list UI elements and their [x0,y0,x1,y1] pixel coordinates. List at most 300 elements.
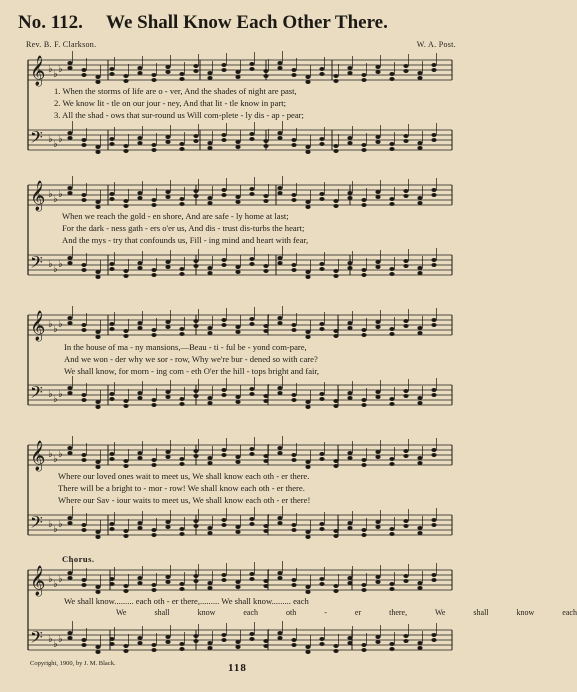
note-head [123,584,128,588]
flat-icon: ♭ [48,189,53,200]
note-head [403,69,408,73]
note-head [431,68,436,72]
lyric-line: And the mys - try that confounds us, Fill - ing mind and heart with fear, [62,235,309,245]
note-head [417,646,422,650]
flat-icon: ♭ [58,449,63,460]
note-head [333,79,338,83]
note-head [389,397,394,401]
note-head [81,198,86,202]
note-head [263,394,268,398]
note-head [95,650,100,654]
note-head [109,142,114,146]
note-head [347,136,352,140]
chorus-lyric-upper: We shall know......... each oth - er there,......... We shall know......... each [64,596,309,606]
note-head [95,275,100,279]
note-head [137,71,142,75]
flat-icon: ♭ [53,139,58,150]
note-head [389,267,394,271]
note-head [305,80,310,84]
note-head [389,582,394,586]
note-head [277,316,282,320]
note-head [81,328,86,332]
flat-icon: ♭ [53,324,58,335]
note-head [179,582,184,586]
note-head [235,400,240,404]
note-head [137,576,142,580]
note-head [277,521,282,525]
note-head [319,72,324,76]
note-head [333,269,338,273]
note-head [319,452,324,456]
note-head [137,396,142,400]
note-head [291,328,296,332]
note-head [109,457,114,461]
note-head [179,267,184,271]
note-head [249,572,254,576]
note-head [179,457,184,461]
note-head [207,76,212,80]
note-head [291,523,296,527]
note-head [333,404,338,408]
note-head [123,329,128,333]
note-head [221,68,226,72]
note-head [193,519,198,523]
note-head [109,452,114,456]
note-head [151,328,156,332]
note-head [319,457,324,461]
note-head [67,576,72,580]
note-head [305,200,310,204]
note-head [305,335,310,339]
note-head [291,458,296,462]
note-head [333,329,338,333]
note-head [207,71,212,75]
note-head [361,273,366,277]
note-head [151,528,156,532]
note-head [165,455,170,459]
note-head [277,516,282,520]
note-head [67,571,72,575]
note-head [95,80,100,84]
note-head [319,637,324,641]
note-head [333,334,338,338]
lyric-line: 1. When the storms of life are o - ver, And the shades of night are past, [54,86,297,96]
note-head [431,388,436,392]
note-head [67,61,72,65]
note-head [165,265,170,269]
note-head [389,642,394,646]
note-head [431,258,436,262]
note-head [193,259,198,263]
note-head [165,320,170,324]
note-head [151,533,156,537]
flat-icon: ♭ [58,389,63,400]
note-head [375,320,380,324]
note-head [291,638,296,642]
note-head [249,637,254,641]
note-head [165,195,170,199]
note-head [81,193,86,197]
note-head [249,317,254,321]
note-head [389,587,394,591]
note-head [333,464,338,468]
note-head [193,139,198,143]
note-head [151,198,156,202]
note-head [319,327,324,331]
note-head [165,70,170,74]
note-head [277,261,282,265]
note-head [249,137,254,141]
lyric-line: For the dark - ness gath - ers o'er us, And dis - trust dis-turbs the heart; [62,223,305,233]
note-head [305,535,310,539]
note-head [95,465,100,469]
note-head [165,390,170,394]
flat-icon: ♭ [58,634,63,645]
author-credit: Rev. B. F. Clarkson. [26,40,97,49]
note-head [221,573,226,577]
note-head [81,523,86,527]
note-head [389,527,394,531]
note-head [431,448,436,452]
note-head [193,64,198,68]
note-head [361,528,366,532]
note-head [249,192,254,196]
note-head [193,394,198,398]
note-head [277,446,282,450]
note-head [151,143,156,147]
note-head [193,324,198,328]
note-head [333,589,338,593]
note-head [165,135,170,139]
note-head [375,580,380,584]
note-head [165,520,170,524]
note-head [235,525,240,529]
note-head [319,137,324,141]
note-head [375,190,380,194]
note-head [431,188,436,192]
note-head [95,335,100,339]
note-head [207,646,212,650]
note-head [347,261,352,265]
note-head [263,269,268,273]
note-head [109,267,114,271]
note-head [361,463,366,467]
note-head [123,459,128,463]
note-head [165,190,170,194]
treble-clef-icon: 𝄞 [30,566,46,596]
note-head [109,327,114,331]
note-head [179,587,184,591]
note-head [319,392,324,396]
note-head [333,274,338,278]
note-head [291,578,296,582]
note-head [375,395,380,399]
note-head [305,400,310,404]
note-head [179,527,184,531]
note-head [403,264,408,268]
note-head [291,198,296,202]
note-head [263,199,268,203]
note-head [249,517,254,521]
note-head [389,457,394,461]
note-head [165,640,170,644]
flat-icon: ♭ [58,64,63,75]
note-head [389,462,394,466]
note-head [417,201,422,205]
note-head [193,634,198,638]
note-head [375,325,380,329]
flat-icon: ♭ [53,194,58,205]
note-head [109,322,114,326]
note-head [81,643,86,647]
note-head [375,455,380,459]
note-head [193,449,198,453]
note-head [375,525,380,529]
note-head [291,73,296,77]
note-head [403,394,408,398]
note-head [95,400,100,404]
note-head [263,639,268,643]
note-head [179,532,184,536]
note-head [81,323,86,327]
note-head [123,529,128,533]
note-head [221,133,226,137]
note-head [431,138,436,142]
flat-icon: ♭ [53,394,58,405]
note-head [207,401,212,405]
note-head [375,575,380,579]
note-head [431,133,436,137]
note-head [403,139,408,143]
note-head [221,523,226,527]
note-head [81,393,86,397]
note-head [305,145,310,149]
hymn-number: No. 112. [18,12,83,33]
note-head [151,403,156,407]
note-head [165,575,170,579]
note-head [137,266,142,270]
note-head [291,453,296,457]
note-head [277,391,282,395]
note-head [389,147,394,151]
note-head [235,395,240,399]
lyric-line: Where our loved ones wait to meet us, We shall know each oth - er there. [58,471,310,481]
note-head [109,637,114,641]
note-head [235,265,240,269]
flat-icon: ♭ [48,634,53,645]
flat-icon: ♭ [58,574,63,585]
note-head [81,263,86,267]
lyric-line: When we reach the gold - en shore, And are safe - ly home at last; [62,211,289,221]
note-head [263,529,268,533]
flat-icon: ♭ [48,449,53,460]
note-head [347,581,352,585]
note-head [179,642,184,646]
note-head [403,639,408,643]
note-head [67,186,72,190]
note-head [431,578,436,582]
note-head [249,187,254,191]
note-head [417,586,422,590]
bass-clef-icon: 𝄢 [30,252,43,276]
note-head [333,74,338,78]
note-head [151,148,156,152]
note-head [347,321,352,325]
bass-clef-icon: 𝄢 [30,382,43,406]
note-head [207,326,212,330]
note-head [375,135,380,139]
note-head [67,521,72,525]
note-head [305,150,310,154]
note-head [333,649,338,653]
note-head [221,518,226,522]
note-head [123,399,128,403]
note-head [403,574,408,578]
note-head [81,138,86,142]
flat-icon: ♭ [53,454,58,465]
note-head [109,577,114,581]
note-head [305,590,310,594]
note-head [137,141,142,145]
note-head [389,402,394,406]
note-head [361,333,366,337]
note-head [151,273,156,277]
note-head [235,200,240,204]
note-head [249,62,254,66]
note-head [263,264,268,268]
note-head [291,143,296,147]
note-head [137,391,142,395]
note-head [249,67,254,71]
note-head [417,461,422,465]
note-head [67,391,72,395]
note-head [67,191,72,195]
note-head [375,70,380,74]
note-head [305,645,310,649]
note-head [403,454,408,458]
note-head [347,71,352,75]
flat-icon: ♭ [48,389,53,400]
note-head [109,67,114,71]
note-head [417,531,422,535]
note-head [319,262,324,266]
note-head [67,66,72,70]
note-head [431,523,436,527]
note-head [179,147,184,151]
note-head [165,140,170,144]
note-head [291,528,296,532]
note-head [123,149,128,153]
note-head [417,526,422,530]
note-head [123,404,128,408]
note-head [81,528,86,532]
note-head [417,326,422,330]
note-head [249,257,254,261]
flat-icon: ♭ [58,189,63,200]
note-head [277,61,282,65]
flat-icon: ♭ [58,319,63,330]
note-head [431,393,436,397]
note-head [179,397,184,401]
note-head [319,142,324,146]
note-head [389,197,394,201]
note-head [207,396,212,400]
note-head [403,64,408,68]
flat-icon: ♭ [58,134,63,145]
note-head [109,582,114,586]
note-head [375,640,380,644]
note-head [403,319,408,323]
lyric-line: We shall know, for morn - ing com - eth O'er the hill - tops bright and fair, [64,366,320,376]
note-head [347,66,352,70]
note-head [165,450,170,454]
note-head [109,522,114,526]
note-head [249,262,254,266]
note-head [263,74,268,78]
note-head [109,262,114,266]
flat-icon: ♭ [53,264,58,275]
note-head [81,458,86,462]
note-head [207,331,212,335]
note-head [235,580,240,584]
note-head [361,398,366,402]
note-head [319,397,324,401]
note-head [361,143,366,147]
note-head [67,136,72,140]
note-head [403,449,408,453]
flat-icon: ♭ [53,69,58,80]
note-head [291,68,296,72]
note-head [165,65,170,69]
flat-icon: ♭ [58,259,63,270]
note-head [347,641,352,645]
treble-clef-icon: 𝄞 [30,56,46,86]
note-head [277,66,282,70]
lyric-line: And we won - der why we sor - row, Why we're bur - dened so with care? [64,354,318,364]
note-head [165,525,170,529]
note-head [151,78,156,82]
note-head [305,465,310,469]
note-head [375,65,380,69]
flat-icon: ♭ [53,639,58,650]
note-head [193,194,198,198]
lyric-line: There will be a bright to - mor - row! We shall know each oth - er there. [58,483,305,493]
note-head [221,638,226,642]
note-head [347,266,352,270]
note-head [347,191,352,195]
note-head [207,641,212,645]
note-head [221,633,226,637]
note-head [319,192,324,196]
note-head [151,643,156,647]
note-head [235,455,240,459]
note-head [389,647,394,651]
note-head [417,146,422,150]
note-head [305,530,310,534]
note-head [109,192,114,196]
note-head [165,395,170,399]
note-head [235,270,240,274]
note-head [151,73,156,77]
note-head [207,271,212,275]
treble-clef-icon: 𝄞 [30,181,46,211]
lyric-line: 2. We know lit - tle on our jour - ney, And that lit - tle know in part; [54,98,287,108]
note-head [319,577,324,581]
note-head [179,72,184,76]
note-head [221,258,226,262]
note-head [333,399,338,403]
note-head [249,387,254,391]
